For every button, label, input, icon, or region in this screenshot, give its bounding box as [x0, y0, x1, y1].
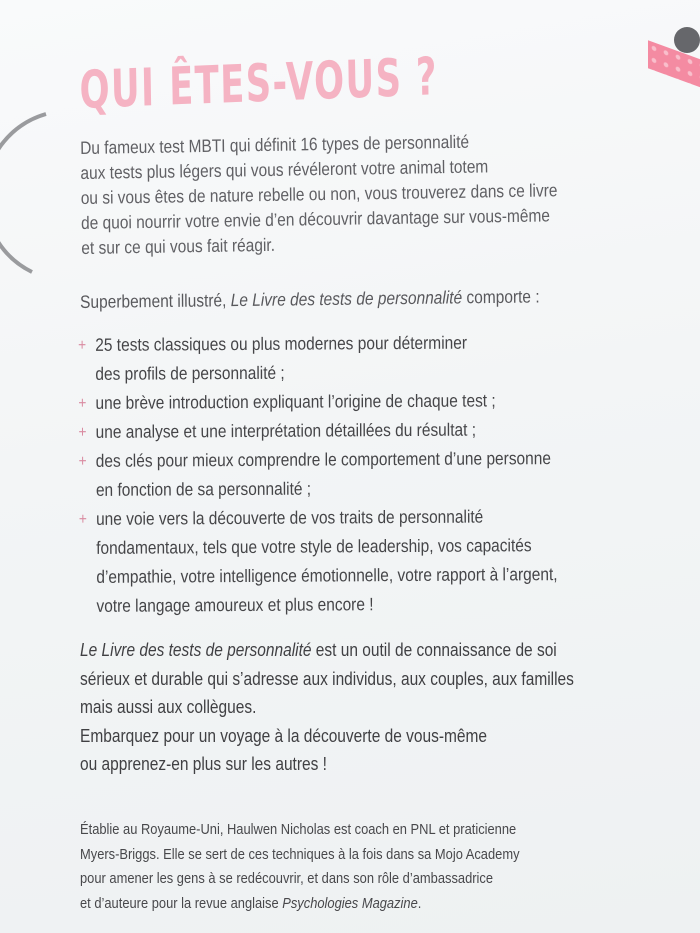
lead-after: comporte :	[462, 286, 540, 308]
list-item	[78, 328, 557, 389]
plus-icon: +	[78, 336, 87, 354]
outro-line: mais aussi aux collègues.	[80, 697, 257, 717]
intro-line: et sur ce qui vous fait réagir.	[81, 234, 276, 258]
lead-sentence	[80, 284, 540, 315]
grey-dot-decoration	[674, 27, 700, 53]
list-item-line: fondamentaux, tels que votre style de leadership, vos capacités	[96, 535, 532, 558]
outro-paragraph	[80, 636, 574, 779]
list-item	[79, 502, 558, 621]
outro-line: sérieux et durable qui s’adresse aux individus, aux couples, aux familles	[80, 668, 574, 689]
grey-arc-decoration	[0, 100, 54, 280]
book-title: Le Livre des tests de personnalité	[80, 640, 312, 660]
magazine-title: Psychologies Magazine	[282, 894, 418, 912]
list-item-line: une brève introduction expliquant l’origine de chaque test ;	[95, 390, 496, 413]
outro-line: Embarquez pour un voyage à la découverte de vous-même	[80, 725, 488, 746]
bio-line: pour amener les gens à se redécouvrir, et dans son rôle d’ambassadrice	[80, 870, 494, 887]
intro-line: de quoi nourrir votre envie d’en découvrir davantage sur vous-même	[80, 205, 551, 233]
list-item-line: d’empathie, votre intelligence émotionnelle, votre rapport à l’argent,	[96, 564, 558, 587]
page-title: QUI ÊTES-VOUS ?	[79, 47, 439, 121]
book-title: Le Livre des tests de personnalité	[230, 287, 463, 311]
list-item-line: une voie vers la découverte de vos traits de personnalité	[96, 506, 484, 529]
outro-line: ou apprenez-en plus sur les autres !	[80, 754, 327, 774]
list-item-line: une analyse et une interprétation détaillées du résultat ;	[95, 419, 477, 442]
list-item-line: des profils de personnalité ;	[95, 362, 285, 384]
bio-line: Établie au Royaume-Uni, Haulwen Nicholas est coach en PNL et praticienne	[80, 821, 517, 838]
plus-icon: +	[78, 423, 87, 441]
list-item-line: 25 tests classiques ou plus modernes pour déterminer	[95, 332, 468, 355]
list-item-line: des clés pour mieux comprendre le comportement d’une personne	[95, 448, 552, 471]
outro-line: Le Livre des tests de personnalité est un outil de connaissance de soi	[80, 640, 557, 660]
intro-paragraph	[80, 128, 558, 261]
list-item	[79, 444, 558, 505]
author-bio	[80, 818, 520, 916]
list-item	[78, 415, 557, 447]
feature-list	[78, 328, 558, 621]
intro-line: aux tests plus légers qui vous révéleront votre animal totem	[80, 156, 489, 183]
bio-line: Myers-Briggs. Elle se sert de ces techniques à la fois dans sa Mojo Academy	[80, 845, 520, 863]
bio-line: et d’auteure pour la revue anglaise Psychologies Magazine.	[80, 894, 422, 912]
intro-line: ou si vous êtes de nature rebelle ou non, vous trouverez dans ce livre	[80, 180, 558, 208]
plus-icon: +	[78, 394, 87, 412]
intro-line: Du fameux test MBTI qui définit 16 types de personnalité	[80, 131, 470, 158]
lead-before: Superbement illustré,	[80, 290, 231, 312]
list-item-line: en fonction de sa personnalité ;	[95, 478, 312, 500]
plus-icon: +	[78, 510, 87, 528]
list-item	[78, 386, 557, 418]
plus-icon: +	[78, 452, 87, 470]
list-item-line: votre langage amoureux et plus encore !	[96, 594, 374, 616]
